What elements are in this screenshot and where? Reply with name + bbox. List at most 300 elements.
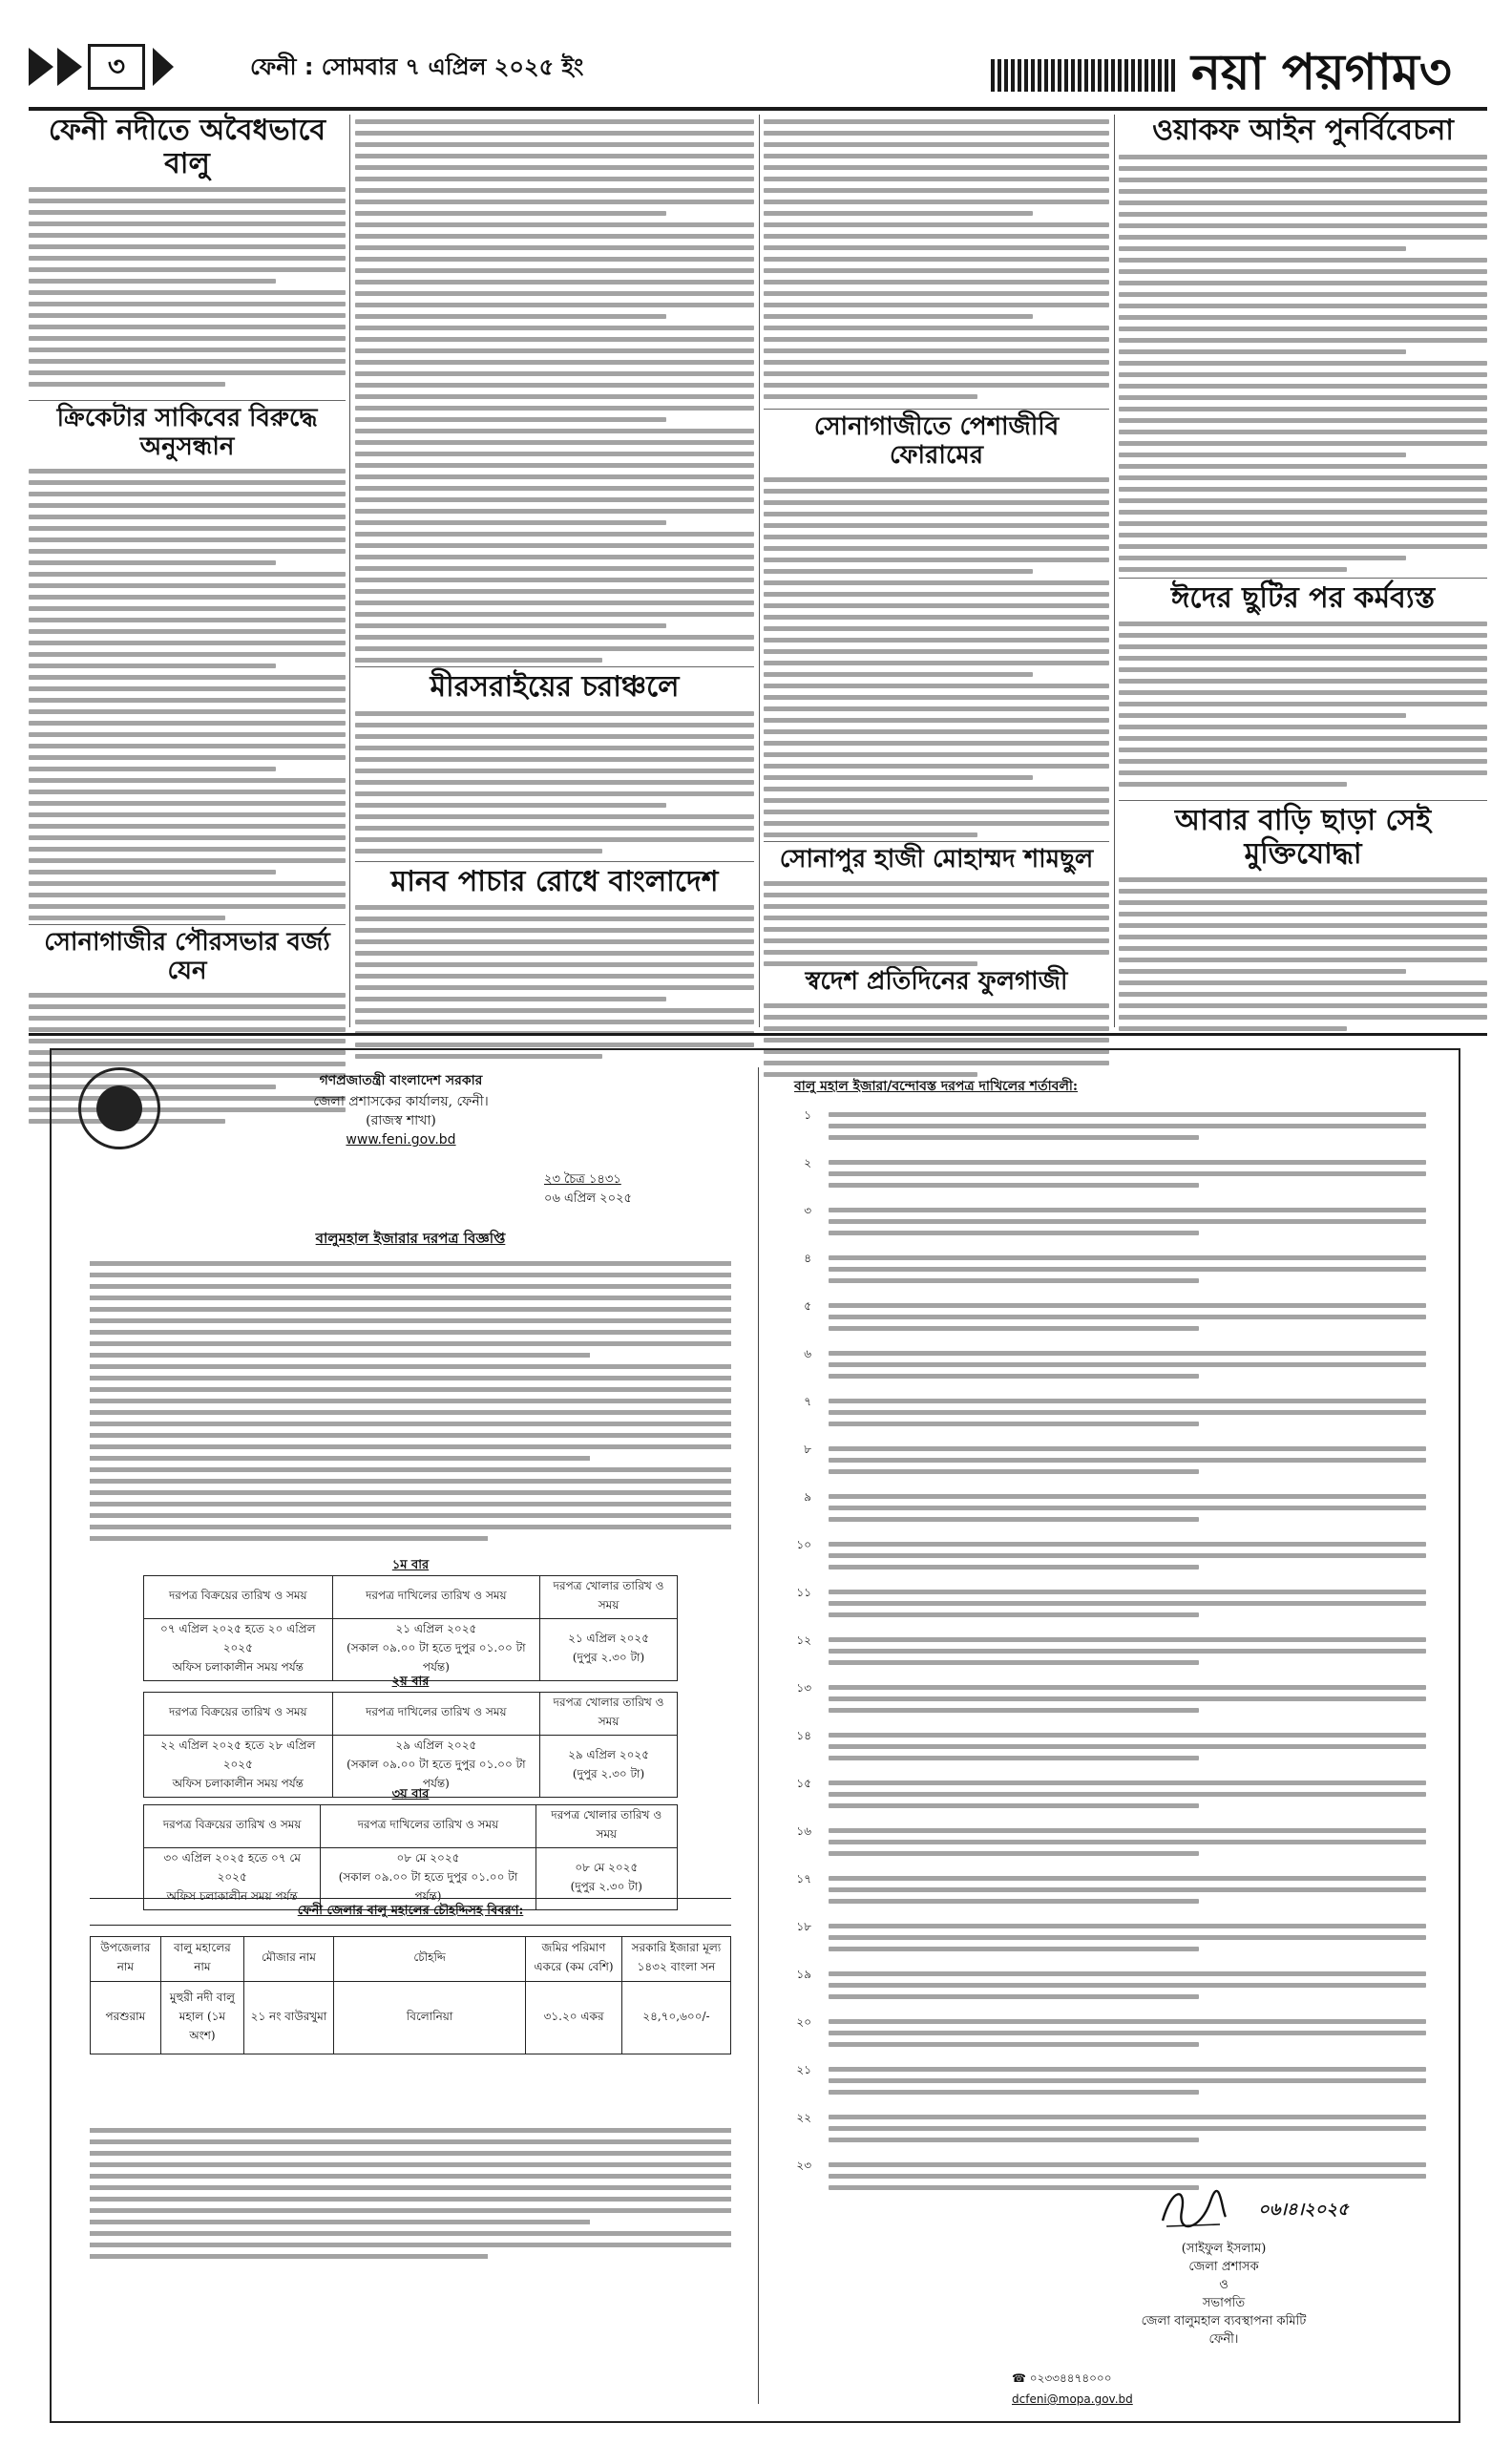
condition-row <box>775 1487 1434 1535</box>
email-address[interactable]: dcfeni@mopa.gov.bd <box>1012 2392 1133 2406</box>
condition-row <box>775 2108 1434 2156</box>
text-line-placeholder <box>355 1020 754 1024</box>
text-line-placeholder <box>829 1399 1426 1403</box>
text-line-placeholder <box>829 1565 1199 1570</box>
text-line-placeholder <box>29 732 346 737</box>
text-line-placeholder <box>355 757 754 762</box>
text-line-placeholder <box>1119 304 1487 308</box>
text-line-placeholder <box>355 509 754 514</box>
text-line-placeholder <box>90 1502 731 1506</box>
column-1 <box>29 111 346 1031</box>
text-line-placeholder <box>764 821 1109 826</box>
text-line-placeholder <box>355 463 754 468</box>
text-line-placeholder <box>829 1887 1426 1892</box>
article-headline: সোনাপুর হাজী মোহাম্মদ শামছুল <box>779 844 1094 874</box>
text-line-placeholder <box>29 572 346 577</box>
submit-date: ০৮ মে ২০২৫ <box>396 1851 460 1865</box>
article-separator <box>764 409 1109 410</box>
text-line-placeholder <box>764 1026 1109 1031</box>
text-line-placeholder <box>829 1994 1199 1999</box>
text-line-placeholder <box>829 1208 1426 1212</box>
open-date: ২১ এপ্রিল ২০২৫ <box>568 1632 650 1645</box>
text-line-placeholder <box>764 291 1109 296</box>
text-line-placeholder <box>1119 281 1487 285</box>
text-line-placeholder <box>29 801 346 806</box>
text-line-placeholder <box>1119 533 1487 537</box>
text-line-placeholder <box>1119 667 1487 672</box>
text-line-placeholder <box>764 787 1109 791</box>
condition-number: ১৫ <box>796 1777 811 1790</box>
condition-number: ১২ <box>796 1633 811 1647</box>
text-line-placeholder <box>29 835 346 840</box>
article-headline: ওয়াকফ আইন পুনর্বিবেচনা <box>1152 114 1454 147</box>
notice-title: বালুমহাল ইজারার দরপত্র বিজ্ঞপ্তি <box>315 1230 506 1247</box>
text-line-placeholder <box>1119 1015 1487 1020</box>
schedule-header: দরপত্র দাখিলের তারিখ ও সময় <box>321 1805 536 1848</box>
text-line-placeholder <box>764 626 1109 631</box>
article-headline: ক্রিকেটার সাকিবের বিরুদ্ধে অনুসন্ধান <box>56 404 318 461</box>
text-line-placeholder <box>29 560 276 565</box>
text-line-placeholder <box>90 1284 731 1289</box>
sale-period <box>144 1619 333 1681</box>
column-divider <box>759 115 760 1027</box>
text-line-placeholder <box>764 798 1109 803</box>
condition-text-placeholder <box>829 1348 1426 1386</box>
text-line-placeholder <box>355 406 754 411</box>
condition-number: ১ <box>804 1108 811 1122</box>
info-header: সরকারি ইজারা মূল্য ১৪৩২ বাংলা সন <box>621 1937 730 1982</box>
value-cell: ২৪,৭০,৬০০/- <box>621 1982 730 2054</box>
article-separator <box>355 861 754 862</box>
text-line-placeholder <box>829 1924 1426 1928</box>
notice-paragraphs-placeholder <box>90 1258 731 1543</box>
condition-row <box>775 1774 1434 1822</box>
notice-date <box>544 1170 632 1209</box>
text-line-placeholder <box>1119 644 1487 649</box>
text-line-placeholder <box>829 1267 1426 1272</box>
text-line-placeholder <box>1119 912 1487 916</box>
masthead-title: নয়া পয়গাম <box>1191 44 1419 101</box>
text-line-placeholder <box>355 131 754 136</box>
text-line-placeholder <box>1119 315 1487 320</box>
masthead-page-number: ৩ <box>1418 44 1452 101</box>
text-line-placeholder <box>355 905 754 910</box>
text-line-placeholder <box>90 1307 731 1312</box>
schedule-header: দরপত্র দাখিলের তারিখ ও সময় <box>332 1693 540 1736</box>
text-line-placeholder <box>355 723 754 727</box>
text-line-placeholder <box>1119 441 1487 446</box>
condition-number: ৭ <box>804 1395 811 1408</box>
text-line-placeholder <box>355 142 754 147</box>
text-line-placeholder <box>829 2078 1426 2083</box>
signature-scrawl-icon <box>1153 2182 1229 2236</box>
text-line-placeholder <box>829 1326 1199 1331</box>
text-line-placeholder <box>355 257 754 262</box>
text-line-placeholder <box>764 729 1109 734</box>
text-line-placeholder <box>764 810 1109 814</box>
condition-number: ১০ <box>796 1538 811 1551</box>
text-line-placeholder <box>1119 453 1406 457</box>
condition-text-placeholder <box>829 1778 1426 1816</box>
text-line-placeholder <box>764 257 1109 262</box>
text-line-placeholder <box>90 1273 731 1277</box>
text-line-placeholder <box>29 210 346 215</box>
condition-text-placeholder <box>829 2064 1426 2102</box>
text-line-placeholder <box>29 480 346 485</box>
text-line-placeholder <box>1119 166 1487 171</box>
text-line-placeholder <box>29 767 276 771</box>
text-line-placeholder <box>90 1318 731 1323</box>
text-line-placeholder <box>1119 361 1487 366</box>
text-line-placeholder <box>764 131 1109 136</box>
open-time: (দুপুর ২.৩০ টা) <box>572 1651 645 1664</box>
text-line-placeholder <box>1119 521 1487 526</box>
text-line-placeholder <box>90 1467 731 1472</box>
text-line-placeholder <box>355 303 754 307</box>
schedule-table-round-2 <box>143 1692 678 1798</box>
text-line-placeholder <box>829 1494 1426 1499</box>
text-line-placeholder <box>1119 475 1487 480</box>
condition-text-placeholder <box>829 1205 1426 1243</box>
text-line-placeholder <box>90 1456 590 1461</box>
text-line-placeholder <box>1119 498 1487 503</box>
text-line-placeholder <box>1119 327 1487 331</box>
sale-hours: অফিস চলাকালীন সময় পর্যন্ত <box>172 1660 304 1674</box>
text-line-placeholder <box>355 623 666 628</box>
condition-text-placeholder <box>829 1539 1426 1577</box>
schedule-header: দরপত্র বিক্রয়ের তারিখ ও সময় <box>144 1693 333 1736</box>
text-line-placeholder <box>29 606 346 611</box>
signature-block <box>1081 2182 1367 2349</box>
text-line-placeholder <box>355 734 754 739</box>
text-line-placeholder <box>764 222 1109 227</box>
text-line-placeholder <box>29 629 346 634</box>
text-line-placeholder <box>1119 338 1487 343</box>
sale-hours: অফিস চলাকালীন সময় পর্যন্ত <box>166 1889 298 1903</box>
text-line-placeholder <box>764 211 1033 216</box>
text-line-placeholder <box>355 826 754 831</box>
text-line-placeholder <box>355 177 754 181</box>
schedule-header: দরপত্র বিক্রয়ের তারিখ ও সময় <box>144 1576 333 1619</box>
text-line-placeholder <box>829 1708 1199 1713</box>
article-separator <box>1119 578 1487 579</box>
text-line-placeholder <box>1119 1026 1347 1031</box>
condition-number: ২০ <box>796 2015 811 2029</box>
text-line-placeholder <box>829 1649 1426 1654</box>
website-link[interactable]: www.feni.gov.bd <box>346 1132 456 1148</box>
condition-text-placeholder <box>829 1921 1426 1959</box>
submit-time: (সকাল ০৯.০০ টা হতে দুপুর ০১.০০ টা পর্যন্ত) <box>346 1758 526 1790</box>
text-line-placeholder <box>1119 679 1487 684</box>
text-line-placeholder <box>29 187 346 192</box>
text-line-placeholder <box>829 1601 1426 1606</box>
text-line-placeholder <box>1119 713 1406 718</box>
text-line-placeholder <box>355 383 754 388</box>
text-line-placeholder <box>1119 725 1487 729</box>
text-line-placeholder <box>355 837 754 842</box>
mahal-info-title: ফেনী জেলার বালু মহালের চৌহদ্দিসহ বিবরণ: <box>90 1898 731 1926</box>
text-line-placeholder <box>829 1744 1426 1749</box>
text-line-placeholder <box>764 741 1109 746</box>
arrow-icon <box>29 48 53 86</box>
column-divider <box>1114 115 1115 1027</box>
condition-number: ১৯ <box>796 1968 811 1981</box>
article-body-placeholder <box>764 878 1109 968</box>
text-line-placeholder <box>829 2019 1426 2024</box>
text-line-placeholder <box>90 1433 731 1438</box>
text-line-placeholder <box>764 649 1109 654</box>
info-header: চৌহদ্দি <box>333 1937 525 1982</box>
text-line-placeholder <box>355 658 602 663</box>
signature-image <box>1081 2182 1367 2240</box>
text-line-placeholder <box>829 1135 1199 1140</box>
area-cell: ৩১.২০ একর <box>526 1982 622 2054</box>
text-line-placeholder <box>355 532 754 537</box>
condition-text-placeholder <box>829 1300 1426 1338</box>
masthead-bar-ornament <box>991 59 1178 92</box>
condition-number: ৫ <box>804 1299 811 1313</box>
text-line-placeholder <box>29 916 225 920</box>
text-line-placeholder <box>764 672 1033 677</box>
text-line-placeholder <box>355 746 754 750</box>
text-line-placeholder <box>29 778 346 783</box>
article-separator <box>764 841 1109 842</box>
text-line-placeholder <box>764 1003 1109 1008</box>
condition-number: ১১ <box>796 1586 811 1599</box>
text-line-placeholder <box>29 709 346 714</box>
condition-text-placeholder <box>829 1443 1426 1482</box>
text-line-placeholder <box>829 1590 1426 1594</box>
text-line-placeholder <box>829 2174 1426 2179</box>
signatory-role: সভাপতি <box>1202 2296 1246 2310</box>
article-body-placeholder <box>29 466 346 920</box>
text-line-placeholder <box>355 486 754 491</box>
text-line-placeholder <box>90 1410 731 1415</box>
text-line-placeholder <box>355 578 754 582</box>
schedule-table-round-3 <box>143 1804 678 1910</box>
text-line-placeholder <box>29 526 346 531</box>
text-line-placeholder <box>90 1376 731 1380</box>
article-headline: ফেনী নদীতে অবৈধভাবে বালু <box>48 114 326 180</box>
submit-date: ২৯ এপ্রিল ২০২৫ <box>395 1738 477 1752</box>
text-line-placeholder <box>764 234 1109 239</box>
text-line-placeholder <box>355 589 754 594</box>
condition-text-placeholder <box>829 1157 1426 1195</box>
text-line-placeholder <box>29 824 346 829</box>
article-body-placeholder <box>355 902 754 1063</box>
article-body-placeholder <box>764 474 1109 837</box>
text-line-placeholder <box>764 706 1109 711</box>
text-line-placeholder <box>1119 155 1487 159</box>
text-line-placeholder <box>829 1278 1199 1283</box>
text-line-placeholder <box>1119 430 1487 434</box>
text-line-placeholder <box>355 314 666 319</box>
text-line-placeholder <box>90 1536 488 1541</box>
text-line-placeholder <box>764 580 1109 585</box>
column-3 <box>764 111 1109 1031</box>
text-line-placeholder <box>829 1410 1426 1415</box>
text-line-placeholder <box>355 974 754 979</box>
condition-number: ৯ <box>804 1490 811 1504</box>
text-line-placeholder <box>355 200 754 204</box>
submit-period <box>332 1619 540 1681</box>
text-line-placeholder <box>764 764 1109 769</box>
text-line-placeholder <box>829 1160 1426 1165</box>
open-time: (দুপুর ২.৩০ টা) <box>572 1767 645 1780</box>
article-headline: ঈদের ছুটির পর কর্মব্যস্ত <box>1170 580 1436 615</box>
text-line-placeholder <box>355 951 754 956</box>
article-separator <box>355 666 754 667</box>
text-line-placeholder <box>29 244 346 249</box>
text-line-placeholder <box>1119 567 1347 572</box>
article-body-placeholder <box>1119 619 1487 796</box>
condition-number: ৮ <box>804 1443 811 1456</box>
condition-text-placeholder <box>829 1682 1426 1720</box>
text-line-placeholder <box>764 303 1109 307</box>
sale-hours: অফিস চলাকালীন সময় পর্যন্ত <box>172 1777 304 1790</box>
condition-row <box>775 1106 1434 1153</box>
text-line-placeholder <box>764 326 1109 330</box>
text-line-placeholder <box>29 302 346 306</box>
text-line-placeholder <box>90 1444 731 1449</box>
text-line-placeholder <box>90 2254 488 2259</box>
text-line-placeholder <box>764 142 1109 147</box>
submit-time: (সকাল ০৯.০০ টা হতে দুপুর ০১.০০ টা পর্যন্ত) <box>346 1641 526 1674</box>
text-line-placeholder <box>29 221 346 226</box>
masthead <box>991 29 1487 107</box>
text-line-placeholder <box>90 2139 731 2144</box>
text-line-placeholder <box>29 1004 346 1009</box>
condition-number: ১৪ <box>796 1729 811 1742</box>
article-separator <box>29 400 346 401</box>
text-line-placeholder <box>829 1315 1426 1319</box>
schedule-header: দরপত্র খোলার তারিখ ও সময় <box>536 1805 677 1848</box>
text-line-placeholder <box>355 646 754 651</box>
text-line-placeholder <box>90 2197 731 2202</box>
text-line-placeholder <box>764 512 1109 516</box>
condition-text-placeholder <box>829 1730 1426 1768</box>
upazila-cell: পরশুরাম <box>91 1982 161 2054</box>
text-line-placeholder <box>764 684 1109 688</box>
text-line-placeholder <box>764 558 1109 562</box>
condition-number: ২২ <box>796 2111 811 2124</box>
text-line-placeholder <box>90 1261 731 1266</box>
open-period <box>540 1619 678 1681</box>
text-line-placeholder <box>829 1517 1199 1522</box>
condition-number: ৬ <box>804 1347 811 1360</box>
text-line-placeholder <box>764 337 1109 342</box>
text-line-placeholder <box>29 652 346 657</box>
text-line-placeholder <box>829 2090 1199 2095</box>
page-header <box>29 29 1487 107</box>
condition-row <box>775 1201 1434 1249</box>
text-line-placeholder <box>1119 349 1406 354</box>
schedule-header: দরপত্র খোলার তারিখ ও সময় <box>540 1576 678 1619</box>
article-separator <box>29 924 346 925</box>
info-header: মৌজার নাম <box>244 1937 334 1982</box>
condition-row <box>775 1917 1434 1965</box>
notice-divider <box>758 1067 759 2404</box>
masthead-name <box>1191 42 1452 103</box>
conditions-title: বালু মহাল ইজারা/বন্দোবস্ত দরপত্র দাখিলের শর্তাবলী: <box>794 1079 1079 1094</box>
text-line-placeholder <box>764 489 1109 494</box>
text-line-placeholder <box>764 360 1109 365</box>
article-body-placeholder <box>355 116 754 663</box>
column-4 <box>1119 111 1487 1031</box>
text-line-placeholder <box>90 2208 731 2213</box>
condition-row <box>775 1822 1434 1869</box>
submit-time: (সকাল ০৯.০০ টা হতে দুপুর ০১.০০ টা পর্যন্ত) <box>338 1870 518 1903</box>
article-body-placeholder <box>29 184 346 396</box>
text-line-placeholder <box>355 635 754 640</box>
text-line-placeholder <box>29 870 276 874</box>
text-line-placeholder <box>29 993 346 998</box>
text-line-placeholder <box>29 583 346 588</box>
text-line-placeholder <box>829 1219 1426 1224</box>
text-line-placeholder <box>764 916 1109 920</box>
text-line-placeholder <box>355 985 754 990</box>
tender-notice-main <box>67 1067 750 2404</box>
text-line-placeholder <box>829 1876 1426 1881</box>
text-line-placeholder <box>764 177 1109 181</box>
text-line-placeholder <box>90 1330 731 1335</box>
text-line-placeholder <box>1119 544 1487 549</box>
text-line-placeholder <box>764 695 1109 700</box>
condition-row <box>775 1249 1434 1296</box>
text-line-placeholder <box>355 291 754 296</box>
text-line-placeholder <box>829 1506 1426 1510</box>
text-line-placeholder <box>355 928 754 933</box>
text-line-placeholder <box>29 549 346 554</box>
condition-number: ২১ <box>796 2063 811 2076</box>
text-line-placeholder <box>1119 900 1487 905</box>
text-line-placeholder <box>355 711 754 716</box>
text-line-placeholder <box>1119 223 1487 228</box>
district-name: ফেনী। <box>1208 2332 1239 2347</box>
text-line-placeholder <box>829 2162 1426 2167</box>
text-line-placeholder <box>1119 418 1487 423</box>
text-line-placeholder <box>90 1399 731 1403</box>
text-line-placeholder <box>764 200 1109 204</box>
condition-row <box>775 1440 1434 1487</box>
text-line-placeholder <box>355 417 666 422</box>
text-line-placeholder <box>355 222 754 227</box>
government-title: গণপ্রজাতন্ত্রী বাংলাদেশ সরকার <box>319 1073 483 1088</box>
office-name: জেলা প্রশাসকের কার্যালয়, ফেনী। <box>313 1094 489 1109</box>
text-line-placeholder <box>1119 384 1487 389</box>
condition-text-placeholder <box>829 1109 1426 1148</box>
condition-row <box>775 1726 1434 1774</box>
condition-row <box>775 1153 1434 1201</box>
text-line-placeholder <box>829 2138 1199 2142</box>
text-line-placeholder <box>29 267 346 272</box>
round-label: ২য় বার <box>391 1675 430 1689</box>
text-line-placeholder <box>355 997 666 1001</box>
text-line-placeholder <box>29 893 346 897</box>
text-line-placeholder <box>829 1542 1426 1547</box>
text-line-placeholder <box>29 336 346 341</box>
government-seal-icon <box>78 1067 160 1149</box>
arrow-icon <box>57 48 82 86</box>
text-line-placeholder <box>1119 877 1487 882</box>
text-line-placeholder <box>1119 736 1487 741</box>
text-line-placeholder <box>764 950 1109 955</box>
condition-text-placeholder <box>829 1491 1426 1529</box>
text-line-placeholder <box>829 1171 1426 1176</box>
text-line-placeholder <box>90 1513 731 1518</box>
text-line-placeholder <box>355 268 754 273</box>
info-header: উপজেলার নাম <box>91 1937 161 1982</box>
